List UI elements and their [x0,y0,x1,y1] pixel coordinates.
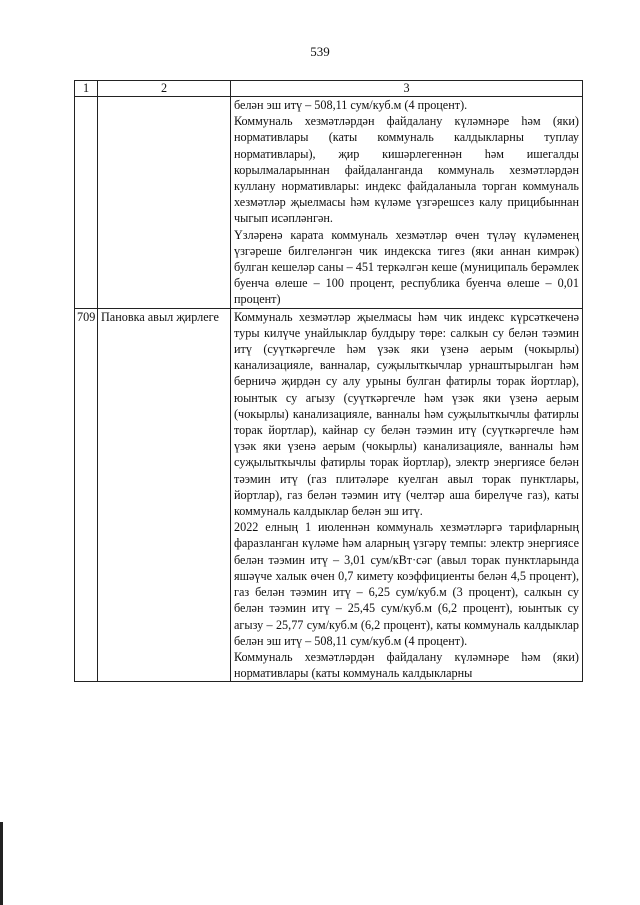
row-number-cell: 709 [75,308,98,682]
header-col-2: 2 [98,81,231,97]
row-number-cell [75,97,98,309]
settlement-name-cell: Пановка авыл җирлеге [98,308,231,682]
paragraph: белән эш итү – 508,11 сум/куб.м (4 процент). [234,98,468,112]
header-col-1: 1 [75,81,98,97]
paragraph: Коммуналь хезмәтләр җыелмасы һәм чик индекс күрсәткеченә туры килүче унайлыклар булдыру төре: салкын су белән тәэмин итү (суүткәргечле һәм үзәк яки үзенә аерым (чокырлы) канализацияле, ванналар, суҗылыткычлар урнаштырылган һәм берничә җирдән су алу урыны булган фатирлы торак йортлар), юынтык су агызу (суүткәргечле һәм үзәк яки үзенә аерым (чокырлы) канализацияле, ванналы һәм суҗылыткычлы фатирлы торак йортлар), кайнар су белән тәэмин итү (суүткәргечле һәм үзәк яки үзенә аерым (чокырлы) канализацияле, ванналы һәм суҗылыткычлы фатирлы торак йортлар), электр энергиясе белән тәэмин итү (газ плитәләре куелган авыл торак пунктлары, йортлар), газ белән тәэмин итү (челтәр аша бирелүче газ), каты коммуналь калдыклар белән эш итү. [234,309,579,519]
page-number: 539 [310,44,330,59]
description-cell [231,97,583,309]
table-row-continued [75,97,583,309]
table-header-row [75,81,583,97]
paragraph: Үзләренә карата коммуналь хезмәтләр өчен түләү күләменең үзгәреше билгеләнгән чик индекска тигез (яки аннан кимрәк) булган кешеләр саны – 451 теркәлгән кеше (муниципаль берәмлек буенча өлеше – 100 процент, республика буенча өлеше – 0,01 процент) [234,227,579,307]
header-col-3: 3 [231,81,583,97]
scan-edge-mark [0,822,3,905]
paragraph: Коммуналь хезмәтләрдән файдалану күләмнәре һәм (яки) нормативлары (каты коммуналь калдыкларны туплау нормативлары), җир кишәрлегеннән һәм ишегалды корылмаларыннан файдаланганда коммуналь хезмәтләрдән куллану нормативлары: индекс файдаланыла торган коммуналь хезмәтләр җыелмасы һәм күләме үзгәрешсез калу прицибыннан чыгып исәпләнгән. [234,114,579,226]
settlement-name-cell [98,97,231,309]
table-row-709 [75,308,583,682]
description-cell [231,308,583,682]
paragraph: Коммуналь хезмәтләрдән файдалану күләмнәре һәм (яки) нормативлары (каты коммуналь калдыкларны [234,649,579,681]
paragraph: 2022 елның 1 июленнән коммуналь хезмәтләргә тарифларның фаразланган күләме һәм аларның үзгәрү темпы: электр энергиясе белән тәэмин итү – 3,01 сум/кВт·сәг (авыл торак пунктларында яшәүче халык өчен 0,7 кимету коэффициенты белән 4,5 процент), газ белән тәэмин итү – 6,25 сум/куб.м (3 процент), салкын су белән тәэмин итү – 25,45 сум/куб.м (6,2 процент), юынтык су агызу – 25,77 сум/куб.м (6,2 процент), каты коммуналь калдыклар белән эш итү – 508,11 сум/куб.м (4 процент). [234,520,579,648]
document-table [74,80,583,682]
